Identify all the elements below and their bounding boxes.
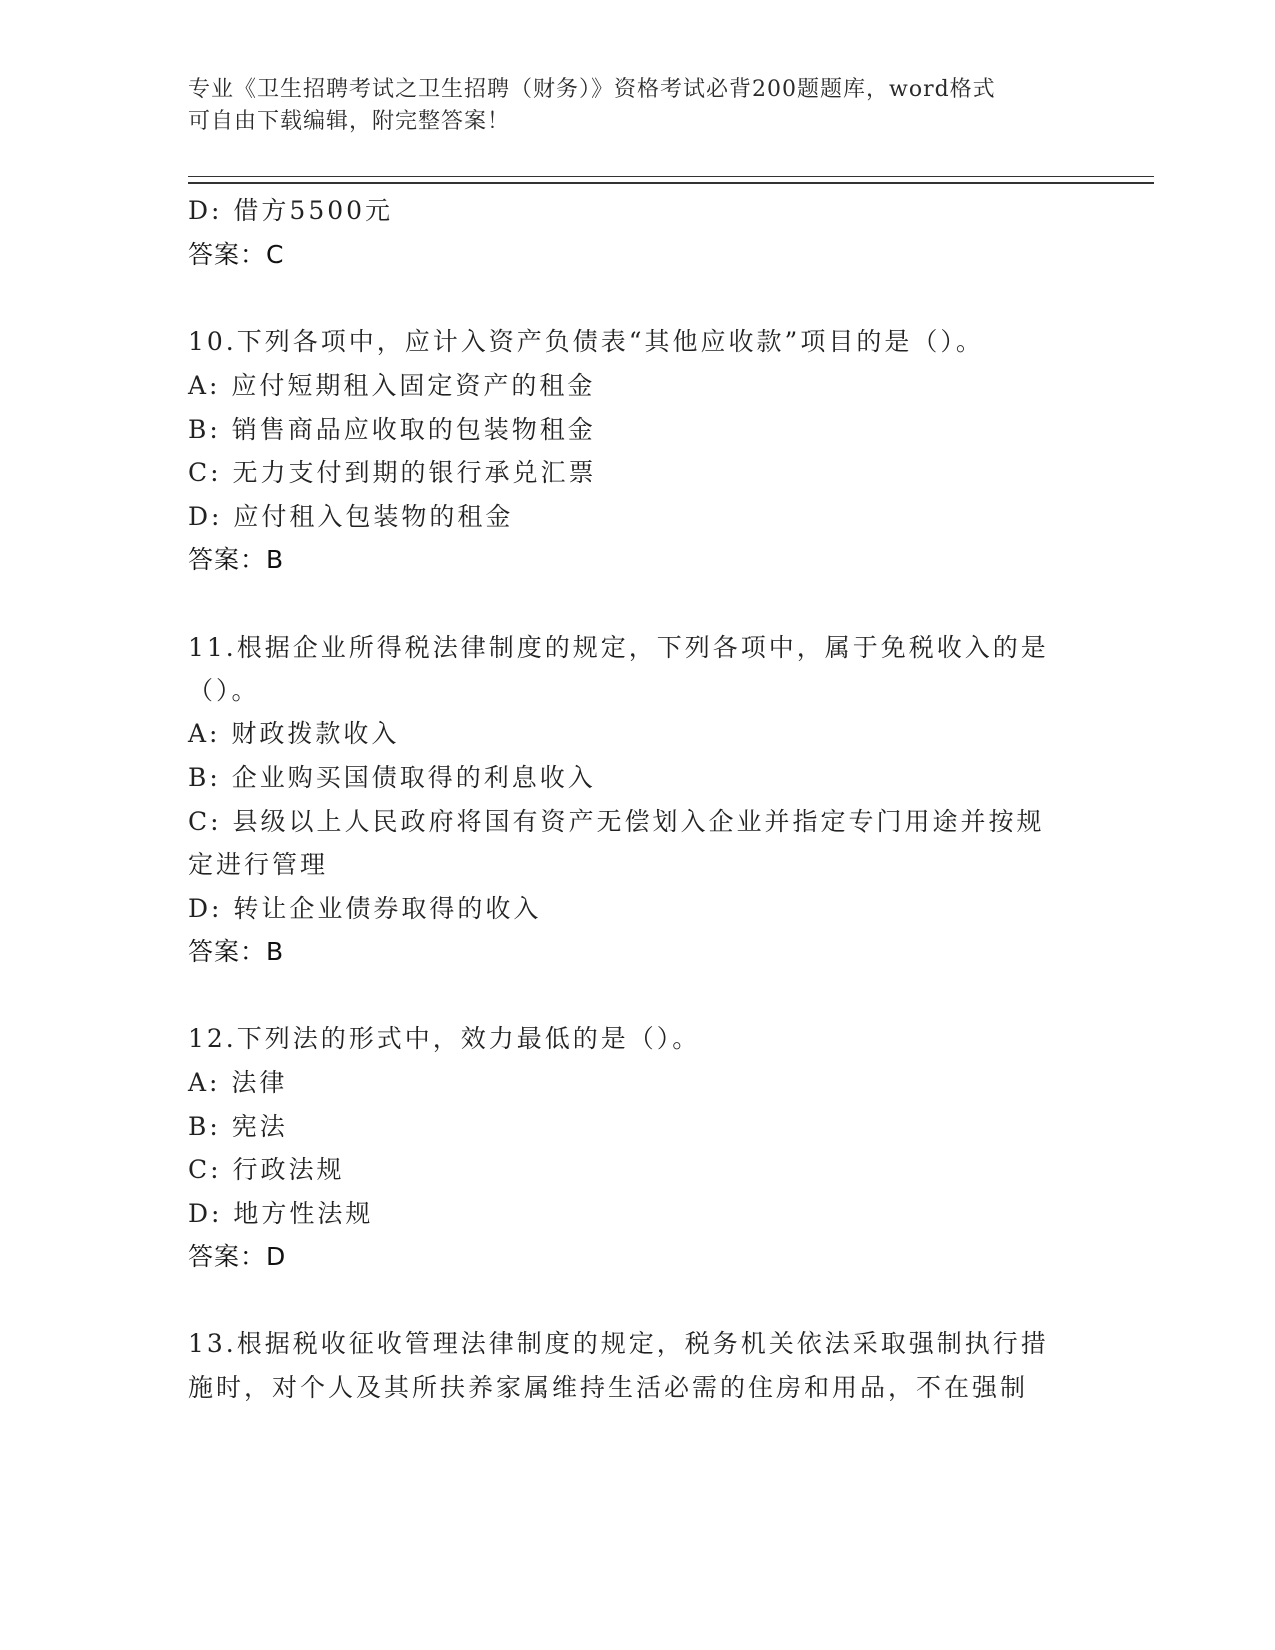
q11-answer: 答案：B bbox=[188, 937, 285, 966]
q11-stem-line-2: （）。 bbox=[188, 676, 260, 705]
q10-stem: 10.下列各项中，应计入资产负债表“其他应收款”项目的是（）。 bbox=[188, 327, 984, 356]
prev-option-d: D: 借方5500元 bbox=[188, 196, 394, 225]
q10-option-a: A: 应付短期租入固定资产的租金 bbox=[188, 371, 596, 400]
q12-option-a: A: 法律 bbox=[188, 1068, 288, 1097]
header-title-line-1: 专业《卫生招聘考试之卫生招聘（财务）》资格考试必背200题题库，word格式 bbox=[188, 77, 996, 102]
q11-option-d: D: 转让企业债券取得的收入 bbox=[188, 894, 542, 923]
q13-stem-line-1: 13.根据税收征收管理法律制度的规定，税务机关依法采取强制执行措 bbox=[188, 1329, 1049, 1358]
q12-option-c: C: 行政法规 bbox=[188, 1155, 345, 1184]
q10-option-c: C: 无力支付到期的银行承兑汇票 bbox=[188, 458, 597, 487]
q12-stem: 12.下列法的形式中，效力最低的是（）。 bbox=[188, 1024, 701, 1053]
q13-stem-line-2: 施时，对个人及其所扶养家属维持生活必需的住房和用品，不在强制 bbox=[188, 1373, 1029, 1402]
q12-option-d: D: 地方性法规 bbox=[188, 1199, 374, 1228]
prev-answer: 答案：C bbox=[188, 240, 285, 269]
q11-option-a: A: 财政拨款收入 bbox=[188, 719, 400, 748]
header-title-line-2: 可自由下载编辑，附完整答案！ bbox=[188, 109, 511, 134]
q10-answer: 答案：B bbox=[188, 545, 285, 574]
q11-stem-line-1: 11.根据企业所得税法律制度的规定，下列各项中，属于免税收入的是 bbox=[188, 633, 1049, 662]
header-divider-thick bbox=[188, 182, 1154, 184]
document-header bbox=[188, 74, 1088, 138]
q11-option-c-line-1: C: 县级以上人民政府将国有资产无偿划入企业并指定专门用途并按规 bbox=[188, 807, 1045, 836]
q10-option-d: D: 应付租入包装物的租金 bbox=[188, 502, 514, 531]
header-divider-thin bbox=[188, 176, 1154, 177]
q12-option-b: B: 宪法 bbox=[188, 1112, 288, 1141]
q11-option-c-line-2: 定进行管理 bbox=[188, 850, 329, 879]
q12-answer: 答案：D bbox=[188, 1242, 287, 1271]
q11-option-b: B: 企业购买国债取得的利息收入 bbox=[188, 763, 596, 792]
q10-option-b: B: 销售商品应收取的包装物租金 bbox=[188, 415, 596, 444]
